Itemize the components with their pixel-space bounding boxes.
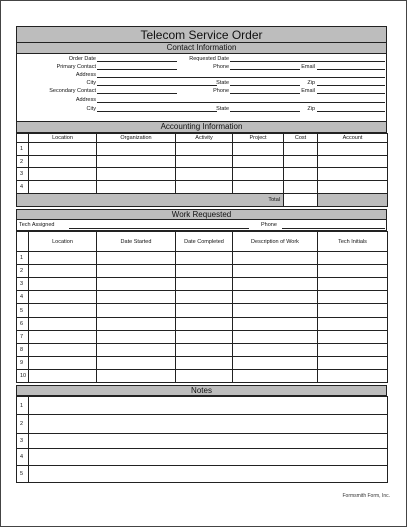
- work-col-location: Location: [29, 232, 97, 252]
- primary-contact-label: Primary Contact: [56, 64, 96, 70]
- zip-field-1[interactable]: [317, 79, 385, 86]
- work-col-date-completed: Date Completed: [176, 232, 233, 252]
- table-cell[interactable]: [176, 318, 233, 331]
- accounting-row-number: 2: [17, 156, 29, 168]
- secondary-contact-label: Secondary Contact: [49, 88, 96, 94]
- accounting-col-activity: Activity: [176, 134, 233, 143]
- notes-row-number: 5: [17, 466, 29, 483]
- email-label-1: Email: [301, 64, 315, 70]
- table-cell[interactable]: [233, 265, 318, 278]
- accounting-table: [16, 133, 388, 207]
- work-table: [16, 231, 388, 383]
- table-cell[interactable]: [176, 265, 233, 278]
- table-cell[interactable]: [29, 304, 97, 318]
- accounting-row-number: 3: [17, 168, 29, 181]
- table-cell[interactable]: [318, 265, 388, 278]
- email-field-2[interactable]: [317, 87, 385, 94]
- table-cell[interactable]: [318, 181, 388, 194]
- work-row-number: 1: [17, 252, 29, 265]
- table-cell[interactable]: [176, 168, 233, 181]
- table-cell[interactable]: [233, 181, 284, 194]
- accounting-col-account: Account: [318, 134, 388, 143]
- table-cell[interactable]: [97, 357, 176, 370]
- total-filler: [318, 194, 388, 207]
- city-label-2: City: [86, 106, 96, 112]
- service-order-form: [16, 26, 387, 483]
- table-cell[interactable]: [284, 143, 318, 156]
- table-cell[interactable]: [318, 291, 388, 304]
- table-cell[interactable]: [233, 357, 318, 370]
- work-row-number: 4: [17, 291, 29, 304]
- table-cell[interactable]: [176, 156, 233, 168]
- notes-row-number: 2: [17, 415, 29, 434]
- total-cost-field[interactable]: [284, 194, 318, 207]
- table-cell[interactable]: [97, 278, 176, 291]
- requested-date-label: Requested Date: [189, 56, 229, 62]
- table-cell[interactable]: [97, 181, 176, 194]
- zip-label-1: Zip: [307, 80, 315, 86]
- table-cell[interactable]: [176, 181, 233, 194]
- work-col-tech-initials: Tech Initials: [318, 232, 388, 252]
- table-cell[interactable]: [318, 344, 388, 357]
- table-cell[interactable]: [176, 344, 233, 357]
- tech-phone-label: Phone: [261, 222, 277, 228]
- table-cell[interactable]: [318, 168, 388, 181]
- address-field-1[interactable]: [97, 71, 385, 78]
- table-cell[interactable]: [97, 318, 176, 331]
- table-cell[interactable]: [233, 304, 318, 318]
- table-cell[interactable]: [284, 156, 318, 168]
- notes-row-number: 1: [17, 397, 29, 415]
- work-row-number: 6: [17, 318, 29, 331]
- work-row-number: 8: [17, 344, 29, 357]
- accounting-row-number: 4: [17, 181, 29, 194]
- tech-assigned-row: [16, 220, 387, 231]
- table-cell[interactable]: [29, 278, 97, 291]
- state-field-2[interactable]: [230, 105, 300, 112]
- zip-field-2[interactable]: [317, 105, 385, 112]
- table-cell[interactable]: [29, 143, 97, 156]
- work-row-number: 9: [17, 357, 29, 370]
- work-row-number: 10: [17, 370, 29, 383]
- tech-phone-field[interactable]: [282, 222, 385, 229]
- table-cell[interactable]: [176, 357, 233, 370]
- table-cell[interactable]: [29, 331, 97, 344]
- table-cell[interactable]: [29, 168, 97, 181]
- table-cell[interactable]: [29, 357, 97, 370]
- notes-line[interactable]: [29, 449, 388, 466]
- table-cell[interactable]: [29, 344, 97, 357]
- table-cell[interactable]: [318, 331, 388, 344]
- table-cell[interactable]: [176, 304, 233, 318]
- work-section-header: Work Requested: [16, 209, 387, 220]
- notes-line[interactable]: [29, 415, 388, 434]
- primary-contact-field[interactable]: [97, 63, 177, 70]
- address-field-2[interactable]: [97, 96, 385, 103]
- notes-line[interactable]: [29, 397, 388, 415]
- order-date-field[interactable]: [97, 55, 177, 62]
- table-cell[interactable]: [97, 156, 176, 168]
- address-label-2: Address: [75, 97, 96, 103]
- table-cell[interactable]: [318, 156, 388, 168]
- table-cell[interactable]: [97, 370, 176, 383]
- notes-row-number: 4: [17, 449, 29, 466]
- table-cell[interactable]: [318, 304, 388, 318]
- phone-field-1[interactable]: [230, 63, 300, 70]
- table-cell[interactable]: [233, 291, 318, 304]
- table-cell[interactable]: [176, 331, 233, 344]
- address-label-1: Address: [75, 72, 96, 78]
- table-cell[interactable]: [318, 318, 388, 331]
- accounting-corner: [17, 134, 29, 143]
- work-col-date-started: Date Started: [97, 232, 176, 252]
- form-title: Telecom Service Order: [16, 26, 387, 43]
- table-cell[interactable]: [318, 252, 388, 265]
- work-corner: [17, 232, 29, 252]
- notes-line[interactable]: [29, 434, 388, 449]
- zip-label-2: Zip: [307, 106, 315, 112]
- table-cell[interactable]: [233, 168, 284, 181]
- table-cell[interactable]: [97, 265, 176, 278]
- table-cell[interactable]: [29, 181, 97, 194]
- table-cell[interactable]: [29, 370, 97, 383]
- contact-section: [16, 54, 387, 122]
- table-cell[interactable]: [97, 304, 176, 318]
- table-cell[interactable]: [176, 143, 233, 156]
- state-label-2: State: [216, 106, 229, 112]
- work-col-description: Description of Work: [233, 232, 318, 252]
- table-cell[interactable]: [97, 143, 176, 156]
- footer-credit: Formsmith Form, Inc.: [342, 493, 390, 499]
- work-row-number: 7: [17, 331, 29, 344]
- order-date-label: Order Date: [68, 56, 96, 62]
- table-cell[interactable]: [233, 370, 318, 383]
- table-cell[interactable]: [97, 291, 176, 304]
- table-cell[interactable]: [284, 181, 318, 194]
- email-field-1[interactable]: [317, 63, 385, 70]
- table-cell[interactable]: [233, 143, 284, 156]
- contact-section-header: Contact Information: [16, 43, 387, 54]
- table-cell[interactable]: [233, 331, 318, 344]
- table-cell[interactable]: [29, 252, 97, 265]
- table-cell[interactable]: [176, 278, 233, 291]
- table-cell[interactable]: [233, 344, 318, 357]
- tech-assigned-field[interactable]: [69, 222, 249, 229]
- table-cell[interactable]: [97, 168, 176, 181]
- notes-line[interactable]: [29, 466, 388, 483]
- table-cell[interactable]: [233, 252, 318, 265]
- accounting-col-cost: Cost: [284, 134, 318, 143]
- accounting-col-organization: Organization: [97, 134, 176, 143]
- table-cell[interactable]: [29, 156, 97, 168]
- table-cell[interactable]: [97, 344, 176, 357]
- table-cell[interactable]: [29, 291, 97, 304]
- table-cell[interactable]: [233, 318, 318, 331]
- notes-row-number: 3: [17, 434, 29, 449]
- state-field-1[interactable]: [230, 79, 300, 86]
- table-cell[interactable]: [233, 278, 318, 291]
- work-row-number: 2: [17, 265, 29, 278]
- table-cell[interactable]: [29, 265, 97, 278]
- table-cell[interactable]: [318, 357, 388, 370]
- table-cell[interactable]: [284, 168, 318, 181]
- accounting-section-header: Accounting Information: [16, 122, 387, 133]
- table-cell[interactable]: [318, 370, 388, 383]
- city-field-2[interactable]: [97, 105, 217, 112]
- phone-label-1: Phone: [213, 64, 229, 70]
- email-label-2: Email: [301, 88, 315, 94]
- phone-label-2: Phone: [213, 88, 229, 94]
- table-cell[interactable]: [233, 156, 284, 168]
- notes-table: [16, 396, 388, 483]
- accounting-row-number: 1: [17, 143, 29, 156]
- table-cell[interactable]: [176, 291, 233, 304]
- tech-assigned-label: Tech Assigned: [19, 222, 55, 228]
- city-field-1[interactable]: [97, 79, 217, 86]
- table-cell[interactable]: [176, 370, 233, 383]
- notes-section-header: Notes: [16, 385, 387, 396]
- table-cell[interactable]: [318, 278, 388, 291]
- accounting-col-location: Location: [29, 134, 97, 143]
- state-label-1: State: [216, 80, 229, 86]
- secondary-contact-field[interactable]: [97, 87, 177, 94]
- work-row-number: 5: [17, 304, 29, 318]
- city-label-1: City: [86, 80, 96, 86]
- accounting-col-project: Project: [233, 134, 284, 143]
- work-row-number: 3: [17, 278, 29, 291]
- requested-date-field[interactable]: [230, 55, 385, 62]
- phone-field-2[interactable]: [230, 87, 300, 94]
- table-cell[interactable]: [97, 331, 176, 344]
- table-cell[interactable]: [318, 143, 388, 156]
- table-cell[interactable]: [97, 252, 176, 265]
- total-label: Total: [17, 194, 284, 207]
- table-cell[interactable]: [29, 318, 97, 331]
- table-cell[interactable]: [176, 252, 233, 265]
